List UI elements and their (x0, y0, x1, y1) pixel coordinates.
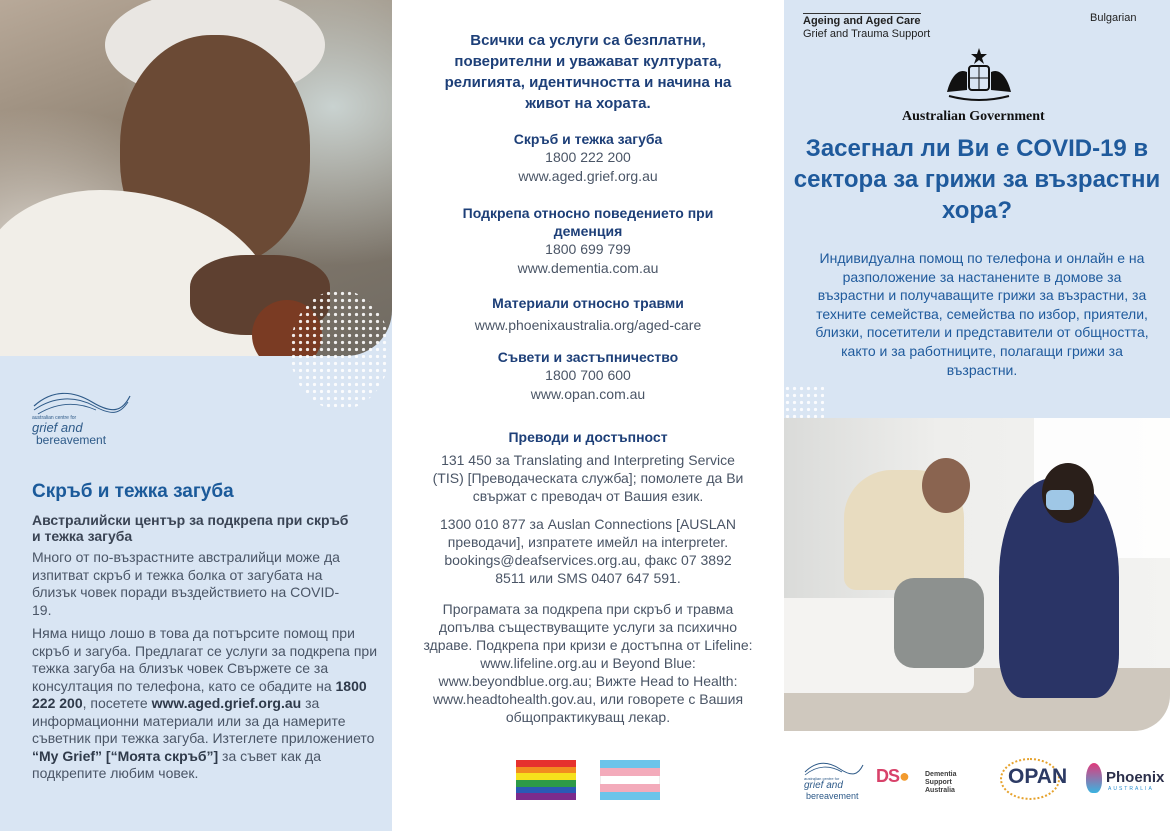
dot-pattern (290, 290, 390, 410)
service-translation (392, 428, 784, 446)
translation-auslan: 1300 010 877 за Auslan Connections [AUSLAN преводачи], изпратете имейл на interpreter. bookings@deafservices.org.au, факс 07 3892 8511 или SMS 0407 647 591. (440, 516, 736, 586)
service-title: Подкрепа относно поведението при деменция (462, 205, 714, 239)
logo-small-text: australian centre for (32, 415, 77, 421)
service-phone: 1800 699 799 (545, 241, 631, 257)
main-heading: Засегнал ли Ви е COVID-19 в сектора за грижи за възрастни хора? (793, 135, 1161, 224)
main-paragraph: Индивидуална помощ по телефона и онлайн е на разположение за настанените в домове за възрастни и получаващите грижи за възрастни, за техните семейства, семейства по избор, приятели, близки, посетители и представители от общността, както и за работниците, полагащи грижи за възрастни. (815, 250, 1149, 378)
service-url: www.opan.com.au (530, 386, 646, 402)
ds-letters: DS (876, 766, 900, 786)
partner-logos (784, 750, 1170, 810)
service-title: Скръб и тежка загуба (513, 131, 663, 147)
service-title: Съвети и застъпничество (497, 349, 679, 365)
left-paragraph-2 (32, 625, 382, 783)
service-grief (392, 130, 784, 186)
opan-logo: OPAN (1008, 765, 1068, 788)
photo-man-head (922, 458, 970, 513)
service-dementia (392, 204, 784, 278)
grief-url: www.aged.grief.org.au (151, 695, 302, 711)
photo-mask (1046, 490, 1074, 510)
transgender-flag-icon (600, 760, 660, 800)
wave-icon (32, 388, 132, 418)
translation-tis: 131 450 за Translating and Interpreting Service (TIS) [Преводаческата служба]; помолете да Ви свържат с преводач от Вашия език. (432, 452, 744, 504)
service-title: Преводи и достъпност (508, 429, 668, 445)
program-subtitle: Grief and Trauma Support (803, 28, 931, 40)
logo-grief-text: grief and (804, 780, 843, 791)
p2-text-a: Няма нищо лошо в това да потърсите помощ при скръб и загуба. Предлагат се услуги за подкрепа при тежка загуба на близък човек Свържете се за консултация по телефона, като се обадите на (32, 625, 378, 694)
left-paragraph-1: Много от по-възрастните австралийци може да изпитват скръб и тежка болка от загубата на близък човек поради въздействието на COVID-19. (32, 549, 340, 618)
program-paragraph: Програмата за подкрепа при скръб и травма допълва съществуващите услуги за психично здраве. Подкрепа при кризи е достъпна от Lifeline: www.lifeline.org.au и Beyond Blue: www.beyondblue.org.au; Вижте Head to Health: www.headtohealth.gov.au, или говорете с Вашия общопрактикуващ лекар. (423, 601, 753, 725)
left-subtitle: Австралийски център за подкрепа при скръб и тежка загуба (32, 512, 349, 544)
p2-text-b: , посетете (82, 695, 152, 711)
service-title: Материали относно травми (492, 295, 684, 311)
service-url: www.aged.grief.org.au (518, 168, 658, 184)
acgb-logo (32, 388, 142, 448)
government-name: Australian Government (902, 109, 1045, 124)
service-trauma (392, 294, 784, 335)
rainbow-flag-icon (516, 760, 576, 800)
language-label: Bulgarian (1090, 12, 1137, 24)
program-title: Ageing and Aged Care (803, 15, 921, 27)
service-url: www.dementia.com.au (517, 260, 659, 276)
dsa-logo-text: Dementia Support Australia (925, 771, 957, 794)
flame-icon (1086, 763, 1102, 793)
right-panel (784, 0, 1170, 831)
care-worker-photo (784, 418, 1170, 731)
phoenix-sub: AUSTRALIA (1108, 786, 1154, 792)
left-panel (0, 0, 392, 831)
dsa-logo (876, 766, 909, 787)
service-advocacy (392, 348, 784, 404)
service-url: www.phoenixaustralia.org/aged-care (474, 317, 702, 333)
p2-text-d: за съвет как да подкрепите любим човек. (32, 747, 321, 781)
logo-grief-text: grief and (32, 420, 83, 435)
logo-bereavement-text: bereavement (806, 791, 859, 801)
coat-of-arms-icon (939, 46, 1019, 106)
service-phone: 1800 222 200 (545, 149, 631, 165)
middle-panel (392, 0, 784, 831)
right-header-area (784, 0, 1170, 418)
phoenix-name: Phoenix (1106, 769, 1165, 786)
p2-text-c: за информационни материали или за да намерите съветник при тежка загуба. Изтеглете приложението (32, 695, 375, 746)
services-intro: Всички са услуги са безплатни, поверителни и уважават културата, религията, идентичността и начина на живот на хората. (444, 32, 732, 112)
acgb-small-logo (804, 760, 864, 800)
app-name: “My Grief” [“Моята скръб”] (32, 747, 219, 764)
service-phone: 1800 700 600 (545, 367, 631, 383)
left-title: Скръб и тежка загуба (32, 481, 234, 502)
australia-map-icon: ● (899, 766, 909, 786)
logo-bereavement-text: bereavement (36, 433, 107, 447)
logo-small-text: australian centre for (804, 776, 840, 781)
photo-man-legs (894, 578, 984, 668)
grief-phone: 1800 222 200 (32, 677, 367, 711)
